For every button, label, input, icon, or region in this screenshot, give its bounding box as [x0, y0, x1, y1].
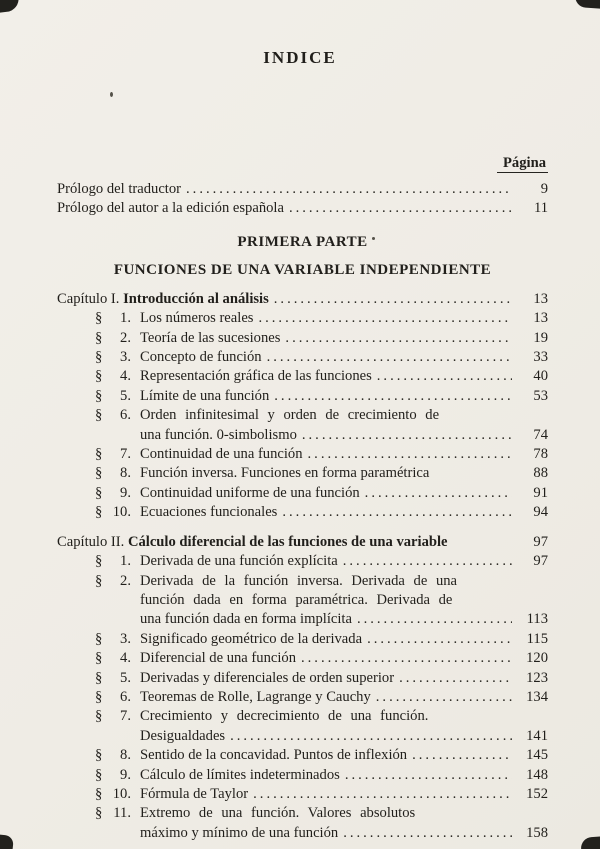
dot-leader	[253, 785, 512, 804]
page-number: 134	[526, 688, 548, 705]
section-row	[57, 503, 548, 522]
table-of-contents	[57, 180, 548, 843]
section-number: 10.	[112, 785, 131, 802]
entry-label: Prólogo del autor a la edición española	[57, 200, 284, 217]
page-number: 88	[533, 465, 548, 482]
section-row	[57, 746, 548, 765]
section-mark: §	[95, 747, 103, 764]
dot-leader	[258, 309, 512, 328]
section-number: 2.	[120, 572, 131, 589]
section-number: 6.	[120, 407, 131, 424]
page-title: INDICE	[263, 48, 337, 67]
dot-leader	[377, 367, 512, 386]
entry-text: Los números reales	[140, 310, 254, 327]
entry-text: Representación gráfica de las funciones	[140, 368, 372, 385]
dot-leader	[345, 766, 512, 785]
section-continuation-row	[57, 824, 548, 843]
section-row	[57, 785, 548, 804]
page-number: 74	[533, 426, 548, 443]
section-row	[57, 552, 548, 571]
dot-leader	[274, 387, 512, 406]
section-number: 3.	[120, 630, 131, 647]
entry-text: Cálculo de límites indeterminados	[140, 766, 340, 783]
section-row	[57, 707, 548, 726]
page-number: 120	[526, 650, 548, 667]
dot-leader	[301, 649, 512, 668]
section-row	[57, 387, 548, 406]
section-row	[57, 669, 548, 688]
section-row	[57, 445, 548, 464]
entry-text: Derivada de una función explícita	[140, 553, 338, 570]
section-row	[57, 804, 548, 823]
section-number: 5.	[120, 669, 131, 686]
dot-leader	[302, 426, 512, 445]
chapter-title: Cálculo diferencial de las funciones de una variable	[127, 533, 448, 550]
entry-text: Concepto de función	[140, 349, 262, 366]
page-number: 123	[526, 669, 548, 686]
section-mark: §	[95, 387, 103, 404]
entry-text: una función. 0-simbolismo	[140, 426, 297, 443]
part-subheading: FUNCIONES DE UNA VARIABLE INDEPENDIENTE	[113, 261, 492, 278]
entry-text: Crecimiento y decrecimiento de una función.	[140, 708, 429, 725]
scan-artifact-bottom-left	[0, 834, 14, 849]
section-mark: §	[95, 349, 103, 366]
dot-leader	[282, 503, 512, 522]
entry-text: función dada en forma paramétrica. Derivada de	[140, 591, 453, 608]
entry-text: Fórmula de Taylor	[140, 785, 249, 802]
section-number: 7.	[120, 446, 131, 463]
section-number: 4.	[120, 368, 131, 385]
chapter-label	[57, 290, 269, 309]
dot-leader	[357, 610, 512, 629]
section-number: 1.	[120, 310, 131, 327]
page-number: 115	[526, 630, 548, 647]
page-column-header-row	[0, 154, 548, 173]
section-mark: §	[95, 669, 103, 686]
section-mark: §	[95, 572, 103, 589]
section-mark: §	[95, 688, 103, 705]
section-row	[57, 406, 548, 425]
section-row	[57, 464, 548, 483]
chapter-title: Introducción al análisis	[123, 290, 269, 307]
scan-artifact-bottom-right	[580, 836, 600, 849]
section-row	[57, 309, 548, 328]
dot-leader	[274, 290, 512, 309]
dot-leader	[376, 688, 512, 707]
section-mark: §	[95, 650, 103, 667]
section-number: 8.	[120, 747, 131, 764]
dot-leader	[399, 669, 512, 688]
page-number: 78	[533, 446, 548, 463]
entry-text: Derivadas y diferenciales de orden superior	[140, 669, 395, 686]
section-mark: §	[95, 708, 103, 725]
entry-text: Extremo de una función. Valores absolutos	[140, 805, 416, 822]
entry-text: Límite de una función	[140, 387, 270, 404]
section-continuation-row	[57, 610, 548, 629]
entry-text: Derivada de la función inversa. Derivada de una	[140, 572, 458, 589]
page-number: 141	[526, 727, 548, 744]
page-number: 158	[526, 824, 548, 841]
entry-text: Continuidad uniforme de una función	[140, 484, 360, 501]
entry-text: Teoremas de Rolle, Lagrange y Cauchy	[140, 688, 371, 705]
entry-text: Función inversa. Funciones en forma paramétrica	[140, 465, 430, 482]
chapter-label	[57, 533, 448, 552]
section-mark: §	[95, 504, 103, 521]
dot-leader	[230, 727, 512, 746]
entry-label: Prólogo del traductor	[57, 181, 182, 197]
section-mark: §	[95, 368, 103, 385]
chapter-prefix: Capítulo I.	[57, 290, 124, 307]
chapter-prefix: Capítulo II.	[57, 533, 128, 550]
section-mark: §	[95, 805, 103, 822]
section-row	[57, 766, 548, 785]
section-mark: §	[95, 329, 103, 346]
page-number: 33	[533, 349, 548, 366]
scan-speck	[372, 237, 375, 240]
entry-text: Desigualdades	[140, 727, 226, 744]
toc-row	[57, 180, 548, 199]
dot-leader	[267, 348, 512, 367]
section-number: 8.	[120, 465, 131, 482]
dot-leader	[367, 630, 512, 649]
section-number: 4.	[120, 650, 131, 667]
page-number: 97	[533, 553, 548, 570]
entry-text: Continuidad de una función	[140, 446, 303, 463]
section-row	[57, 630, 548, 649]
page-number: 97	[533, 533, 548, 550]
section-number: 9.	[120, 766, 131, 783]
page-number: 94	[533, 504, 548, 521]
section-mark: §	[95, 630, 103, 647]
entry-text: máximo y mínimo de una función	[140, 824, 339, 841]
section-row	[57, 348, 548, 367]
dot-leader	[365, 484, 512, 503]
entry-text: Significado geométrico de la derivada	[140, 630, 363, 647]
page-number: 40	[533, 368, 548, 385]
section-row	[57, 572, 548, 591]
dot-leader	[343, 552, 512, 571]
entry-text: una función dada en forma implícita	[140, 611, 352, 628]
section-mark: §	[95, 484, 103, 501]
section-mark: §	[95, 766, 103, 783]
section-number: 3.	[120, 349, 131, 366]
section-mark: §	[95, 407, 103, 424]
entry-text: Ecuaciones funcionales	[140, 504, 278, 521]
section-mark: §	[95, 785, 103, 802]
entry-text: Teoría de las sucesiones	[140, 329, 281, 346]
entry-text: Diferencial de una función	[140, 650, 296, 667]
section-number: 1.	[120, 553, 131, 570]
section-number: 11.	[113, 805, 131, 822]
section-mark: §	[95, 465, 103, 482]
page-number: 152	[526, 785, 548, 802]
chapter-row	[57, 290, 548, 309]
dot-leader	[289, 199, 512, 218]
dot-leader	[412, 746, 512, 765]
entry-text: Sentido de la concavidad. Puntos de inflexión	[140, 747, 408, 764]
section-number: 10.	[112, 504, 131, 521]
section-continuation-row	[57, 727, 548, 746]
section-mark: §	[95, 553, 103, 570]
section-row	[57, 367, 548, 386]
section-row	[57, 688, 548, 707]
page-number: 11	[533, 200, 548, 217]
page-number: 13	[533, 310, 548, 327]
dot-leader	[285, 329, 512, 348]
section-number: 9.	[120, 484, 131, 501]
section-number: 6.	[120, 688, 131, 705]
chapter-row	[57, 533, 548, 552]
part-heading: PRIMERA PARTE	[237, 233, 368, 250]
section-continuation-row	[57, 591, 548, 610]
entry-text: Orden infinitesimal y orden de crecimiento de	[140, 407, 440, 424]
section-number: 5.	[120, 387, 131, 404]
section-mark: §	[95, 310, 103, 327]
page-number: 145	[526, 747, 548, 764]
section-number: 7.	[120, 708, 131, 725]
section-mark: §	[95, 446, 103, 463]
page-number: 53	[533, 387, 548, 404]
page-number: 9	[540, 181, 548, 197]
section-row	[57, 329, 548, 348]
section-row	[57, 484, 548, 503]
section-row	[57, 649, 548, 668]
dot-leader	[343, 824, 512, 843]
section-continuation-row	[57, 426, 548, 445]
page-number: 148	[526, 766, 548, 783]
page-number: 19	[533, 329, 548, 346]
toc-row	[57, 199, 548, 218]
dot-leader	[308, 445, 512, 464]
page-number: 91	[533, 484, 548, 501]
page-number: 13	[533, 290, 548, 307]
scan-speck	[110, 92, 113, 97]
section-number: 2.	[120, 329, 131, 346]
dot-leader	[186, 180, 512, 199]
page-number: 113	[526, 611, 548, 628]
page-column-header: Página	[497, 155, 548, 173]
